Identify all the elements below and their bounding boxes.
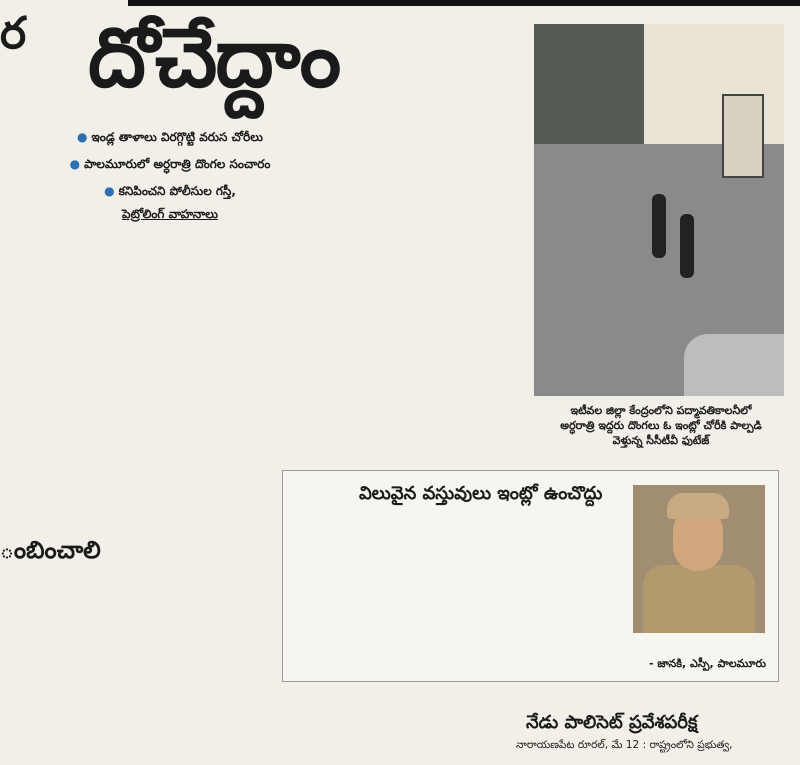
headline: దోచేద్దాం bbox=[88, 11, 340, 106]
bullet-item: ● కనిపించని పోలీసుల గస్తీ, bbox=[104, 184, 236, 198]
bullet-subline: పెట్రోలింగ్ వాహనాలు bbox=[122, 207, 218, 221]
box-heading: విలువైన వస్తువులు ఇంట్లో ఉంచొద్దు bbox=[359, 483, 603, 504]
cctv-photo bbox=[534, 24, 784, 396]
top-rule bbox=[128, 0, 800, 6]
sp-advice-box bbox=[282, 470, 779, 682]
box-byline: - జానకి, ఎస్పీ, పాలమూరు bbox=[648, 657, 766, 670]
bottom-text: నారాయణపేట రూరల్, మే 12 : రాష్ట్రంలోని ప్రభుత్వ, bbox=[516, 739, 733, 751]
bottom-headline: నేడు పాలిసెట్ ప్రవేశపరీక్ష bbox=[526, 712, 698, 733]
bullet-item: ● పాలమూరులో అర్ధరాత్రి దొంగల సంచారం bbox=[69, 157, 271, 171]
officer-photo bbox=[633, 485, 765, 633]
bullet-item: ● ఇండ్ల తాళాలు విరగ్గొట్టి వరుస చోరీలు bbox=[77, 130, 263, 144]
left-fragment-letter: ర bbox=[0, 12, 27, 59]
bullet-list bbox=[50, 130, 290, 224]
photo-caption: ఇటీవల జిల్లా కేంద్రంలోని పద్మావతికాలనీలో అర్ధరాత్రి ఇద్దరు దొంగలు ఓ ఇంట్లో చోరీకి పాల్పడి వెళ్తున్న సీసీటీవీ ఫుటేజ్ bbox=[560, 404, 762, 447]
section-heading: ంబించాలి bbox=[0, 536, 101, 564]
left-column-fragment bbox=[0, 12, 40, 492]
